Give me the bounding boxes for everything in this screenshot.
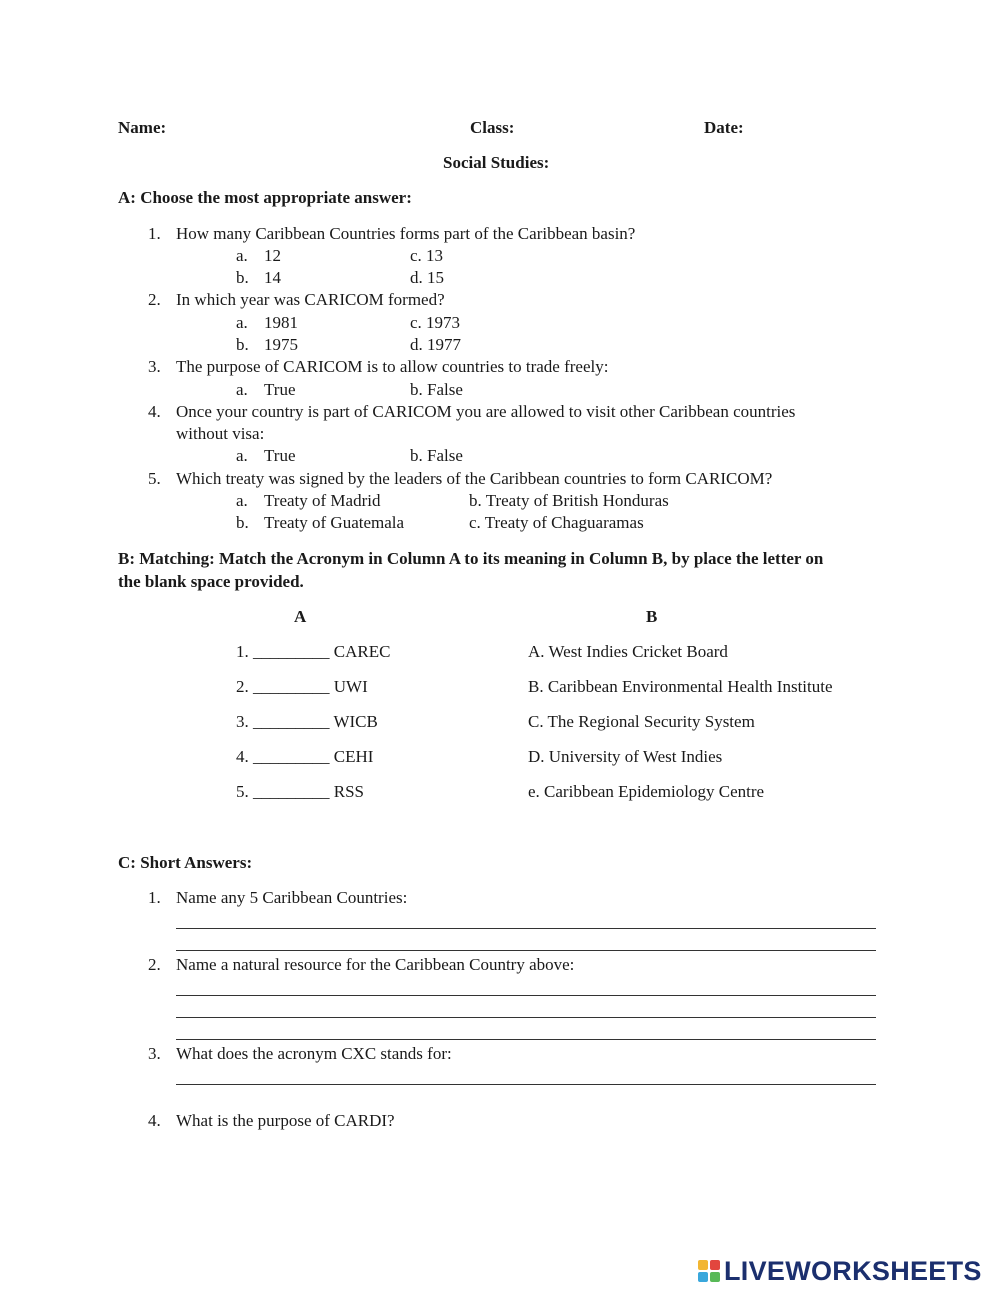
option-text: b. Treaty of British Honduras (469, 491, 669, 510)
answer-line[interactable] (176, 1017, 876, 1018)
option-text: c. 13 (410, 246, 444, 265)
question-a4-text-continued: without visa: (176, 424, 265, 443)
option-text: b. False (410, 446, 463, 465)
question-c2-text: Name a natural resource for the Caribbean Country above: (176, 955, 575, 974)
option-text: d. 1977 (410, 335, 461, 354)
option-letter: b. (236, 513, 249, 532)
option-text: c. Treaty of Chaguaramas (469, 513, 644, 532)
question-a4-number: 4. (148, 402, 161, 421)
option-letter: b. (236, 335, 249, 354)
section-b-heading-continued: the blank space provided. (118, 572, 304, 591)
option-letter: b. (236, 268, 249, 287)
option-text: True (264, 446, 296, 465)
match-item-meaning: A. West Indies Cricket Board (528, 642, 728, 661)
option-text: 1975 (264, 335, 298, 354)
option-text: 14 (264, 268, 281, 287)
question-a4-text: Once your country is part of CARICOM you are allowed to visit other Caribbean countries (176, 402, 796, 421)
option-text: b. False (410, 380, 463, 399)
column-a-header: A (294, 607, 307, 626)
option-letter: a. (236, 380, 248, 399)
class-label: Class: (470, 118, 515, 137)
option-text: c. 1973 (410, 313, 461, 332)
match-item-meaning: e. Caribbean Epidemiology Centre (528, 782, 765, 801)
match-item-meaning: B. Caribbean Environmental Health Institute (528, 677, 833, 696)
logo-block-blue (698, 1272, 708, 1282)
question-a3-number: 3. (148, 357, 161, 376)
question-a5-number: 5. (148, 469, 161, 488)
question-c1-number: 1. (148, 888, 161, 907)
question-c2-number: 2. (148, 955, 161, 974)
question-c3-text: What does the acronym CXC stands for: (176, 1044, 452, 1063)
answer-line[interactable] (176, 1084, 876, 1085)
question-c4-number: 4. (148, 1111, 161, 1130)
question-a1-text: How many Caribbean Countries forms part of the Caribbean basin? (176, 224, 636, 243)
question-a3-text: The purpose of CARICOM is to allow countries to trade freely: (176, 357, 609, 376)
question-a1-number: 1. (148, 224, 161, 243)
match-item-meaning: C. The Regional Security System (528, 712, 755, 731)
date-label: Date: (704, 118, 744, 137)
option-letter: a. (236, 313, 248, 332)
section-a-heading: A: Choose the most appropriate answer: (118, 188, 412, 207)
question-c3-number: 3. (148, 1044, 161, 1063)
match-item-acronym[interactable]: 3. _________ WICB (236, 712, 378, 731)
match-item-acronym[interactable]: 5. _________ RSS (236, 782, 364, 801)
question-c1-text: Name any 5 Caribbean Countries: (176, 888, 408, 907)
question-a2-text: In which year was CARICOM formed? (176, 290, 445, 309)
section-c-heading: C: Short Answers: (118, 853, 253, 872)
option-text: Treaty of Madrid (264, 491, 381, 510)
option-text: Treaty of Guatemala (264, 513, 405, 532)
section-b-heading: B: Matching: Match the Acronym in Column A to its meaning in Column B, by place the letter on (118, 549, 824, 568)
liveworksheets-logo (698, 1256, 982, 1286)
option-letter: a. (236, 491, 248, 510)
answer-line[interactable] (176, 928, 876, 929)
logo-blocks-icon (698, 1260, 720, 1282)
page-title: Social Studies: (443, 153, 550, 172)
logo-text: LIVEWORKSHEETS (724, 1256, 982, 1286)
question-c4-text: What is the purpose of CARDI? (176, 1111, 395, 1130)
match-item-acronym[interactable]: 2. _________ UWI (236, 677, 368, 696)
logo-block-red (710, 1260, 720, 1270)
answer-line[interactable] (176, 995, 876, 996)
option-text: 1981 (264, 313, 298, 332)
option-letter: a. (236, 446, 248, 465)
option-text: 12 (264, 246, 281, 265)
match-item-meaning: D. University of West Indies (528, 747, 723, 766)
question-a2-number: 2. (148, 290, 161, 309)
match-item-acronym[interactable]: 4. _________ CEHI (236, 747, 374, 766)
name-label: Name: (118, 118, 167, 137)
answer-line[interactable] (176, 1039, 876, 1040)
match-item-acronym[interactable]: 1. _________ CAREC (236, 642, 391, 661)
column-b-header: B (646, 607, 658, 626)
logo-block-yellow (698, 1260, 708, 1270)
option-letter: a. (236, 246, 248, 265)
option-text: True (264, 380, 296, 399)
answer-line[interactable] (176, 950, 876, 951)
question-a5-text: Which treaty was signed by the leaders of the Caribbean countries to form CARICOM? (176, 469, 773, 488)
option-text: d. 15 (410, 268, 444, 287)
logo-block-green (710, 1272, 720, 1282)
